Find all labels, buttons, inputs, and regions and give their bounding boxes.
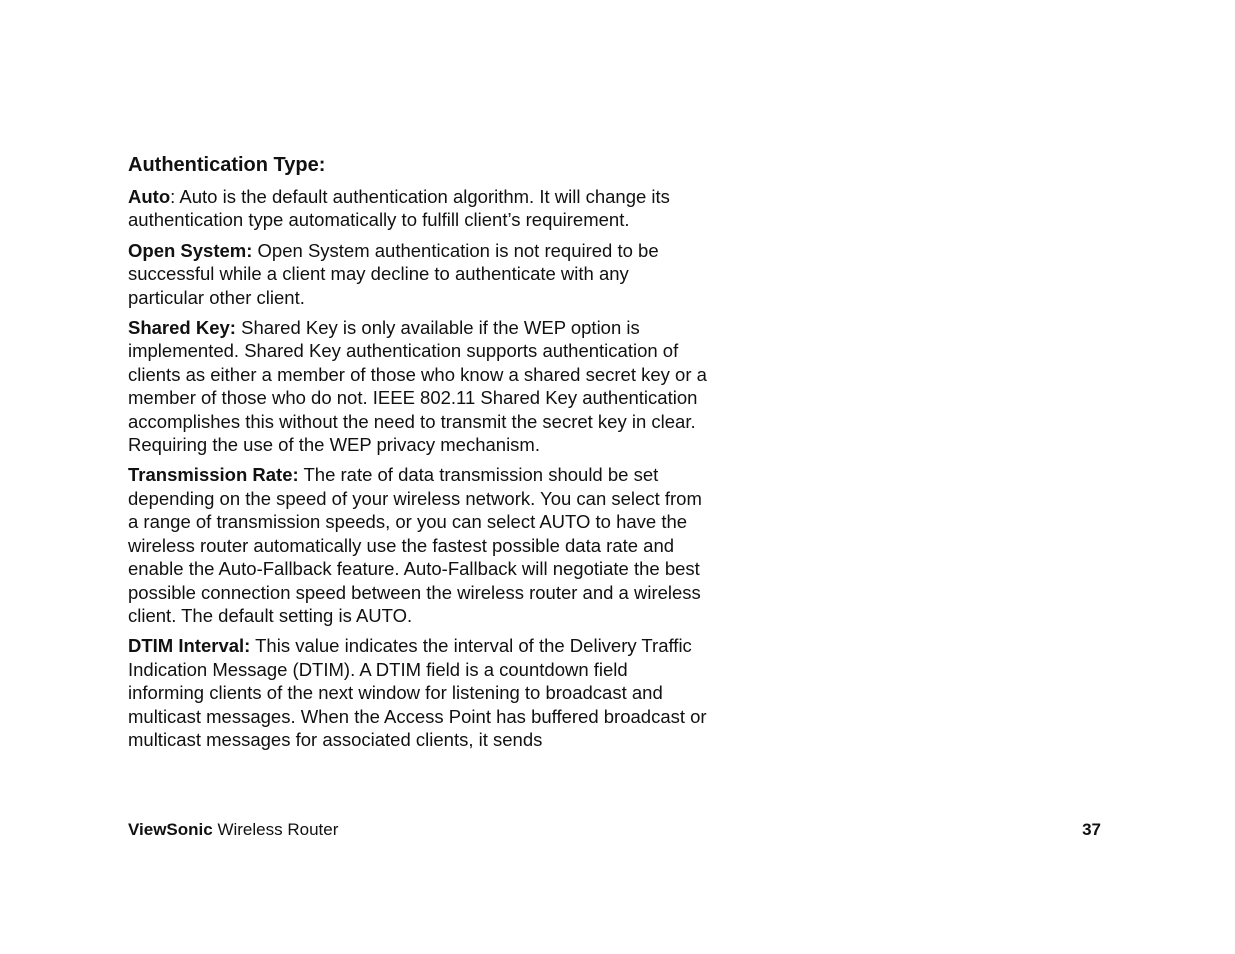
footer-brand: ViewSonic <box>128 820 213 839</box>
term-dtim-interval: DTIM Interval: <box>128 635 251 657</box>
term-shared-key: Shared Key: <box>128 317 236 339</box>
page-number: 37 <box>1082 820 1101 839</box>
term-auto: Auto <box>128 186 171 207</box>
section-heading: Authentication Type: <box>128 154 326 176</box>
paragraph-transmission-rate <box>128 463 708 627</box>
definition-shared-key: Shared Key is only available if the WEP option is implemented. Shared Key authentication supports authentication of clients as either a member of those who know a shared secret key or a member of those who do not. IEEE 802.11 Shared Key authentication accomplishes this without the need to transmit the secret key in clear. Requiring the use of the WEP privacy mechanism. <box>128 317 707 456</box>
page-content <box>128 151 708 758</box>
term-transmission-rate: Transmission Rate: <box>128 464 299 486</box>
definition-dtim-interval: This value indicates the interval of the Delivery Traffic Indication Message (DTIM). A DTIM field is a countdown field informing clients of the next window for listening to broadcast and multicast messages. When the Access Point has buffered broadcast or multicast messages for associated clients, it sends <box>128 635 707 750</box>
term-open-system: Open System: <box>128 239 253 261</box>
paragraph-open-system <box>128 239 708 309</box>
paragraph-auto <box>128 185 708 232</box>
paragraph-shared-key <box>128 316 708 456</box>
paragraph-dtim-interval <box>128 634 708 751</box>
page-footer <box>128 818 1101 842</box>
definition-open-system: Open System authentication is not required to be successful while a client may decline to authenticate with any particular other client. <box>128 239 659 308</box>
definition-transmission-rate: The rate of data transmission should be set depending on the speed of your wireless network. You can select from a range of transmission speeds, or you can select AUTO to have the wireless router automatically use the fastest possible data rate and enable the Auto-Fallback feature. Auto-Fallback will negotiate the best possible connection speed between the wireless router and a wireless client. The default setting is AUTO. <box>128 464 702 626</box>
definition-auto: : Auto is the default authentication algorithm. It will change its authentication type automatically to fulfill client’s requirement. <box>128 186 670 231</box>
footer-product: Wireless Router <box>212 820 339 839</box>
